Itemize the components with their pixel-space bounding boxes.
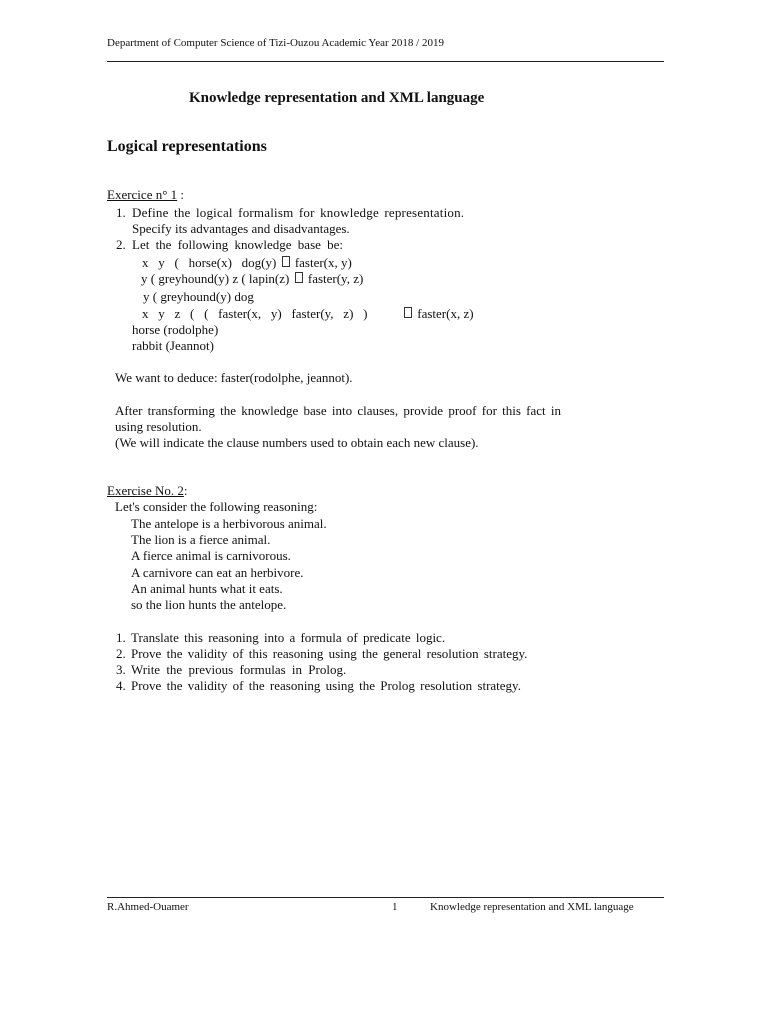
exercise2-heading [107,483,188,499]
exercise1-heading-suffix: : [177,187,185,202]
kb-line-3: y ( greyhound(y) dog [143,289,254,304]
header-rule [107,61,664,62]
question-2-num: 2. [116,646,126,661]
exercise2-intro: Let's consider the following reasoning: [115,499,318,514]
exercise1-heading [107,187,184,203]
exercise1-item1-text [132,205,478,221]
kb-line-2-left: y ( greyhound(y) z ( lapin(z) [141,271,290,286]
question-1-num: 1. [116,630,126,645]
reasoning-line-1: The antelope is a herbivorous animal. [131,516,327,531]
section-title: Logical representations [107,138,267,155]
after-line-3: (We will indicate the clause numbers used to obtain each new clause). [115,435,479,450]
item1-line1-text: Define the logical formalism for knowledge representation. [132,205,465,220]
exercise1-item2-num: 2. [116,237,126,252]
kb-line-4-right: faster(x, z) [417,306,474,321]
reasoning-line-5: An animal hunts what it eats. [131,581,283,596]
exercise2-heading-text: Exercise No. 2 [107,483,184,498]
question-2-text: Prove the validity of this reasoning using the general resolution strategy. [131,646,528,661]
question-4-text: Prove the validity of the reasoning using the Prolog resolution strategy. [131,678,521,693]
footer-rule [107,897,664,898]
implies-symbol [295,272,303,283]
document-title: Knowledge representation and XML language [189,90,485,106]
kb-line-1-left: x y ( horse(x) dog(y) [142,255,277,270]
reasoning-line-3: A fierce animal is carnivorous. [131,548,291,563]
reasoning-line-6: so the lion hunts the antelope. [131,597,287,612]
after-line-1: After transforming the knowledge base into clauses, provide proof for this fact in [115,403,562,418]
kb-line-5: horse (rodolphe) [132,322,219,337]
kb-line-2 [141,271,363,287]
question-4-num: 4. [116,678,126,693]
reasoning-line-4: A carnivore can eat an herbivore. [131,565,304,580]
exercise1-item1-line2: Specify its advantages and disadvantages. [132,221,350,236]
footer-author: R.Ahmed-Ouamer [107,901,189,913]
exercise2-heading-suffix: : [183,483,188,498]
reasoning-line-2: The lion is a fierce animal. [131,532,271,547]
question-3-num: 3. [116,662,126,677]
kb-line-1 [142,255,352,271]
exercise1-item2-line: Let the following knowledge base be: [132,237,344,252]
footer-page-number: 1 [392,901,398,913]
question-1-text: Translate this reasoning into a formula of predicate logic. [131,630,446,645]
footer-course: Knowledge representation and XML language [430,901,634,913]
page-header: Department of Computer Science of Tizi-Ouzou Academic Year 2018 / 2019 [107,37,444,49]
kb-line-1-right: faster(x, y) [294,255,352,270]
deduce-line: We want to deduce: faster(rodolphe, jeannot). [115,370,353,385]
implies-symbol [282,256,290,267]
exercise1-item1-line1 [132,205,478,221]
kb-line-4-left: x y z ( ( faster(x, y) faster(y, z) ) [142,306,368,321]
implies-symbol [404,307,412,318]
kb-line-4 [142,306,474,322]
kb-line-6: rabbit (Jeannot) [132,338,214,353]
exercise1-heading-text: Exercice n° 1 [107,187,178,202]
after-line-2: using resolution. [115,419,202,434]
exercise1-item1-num: 1. [116,205,126,220]
kb-line-2-right: faster(y, z) [307,271,364,286]
question-3-text: Write the previous formulas in Prolog. [131,662,347,677]
